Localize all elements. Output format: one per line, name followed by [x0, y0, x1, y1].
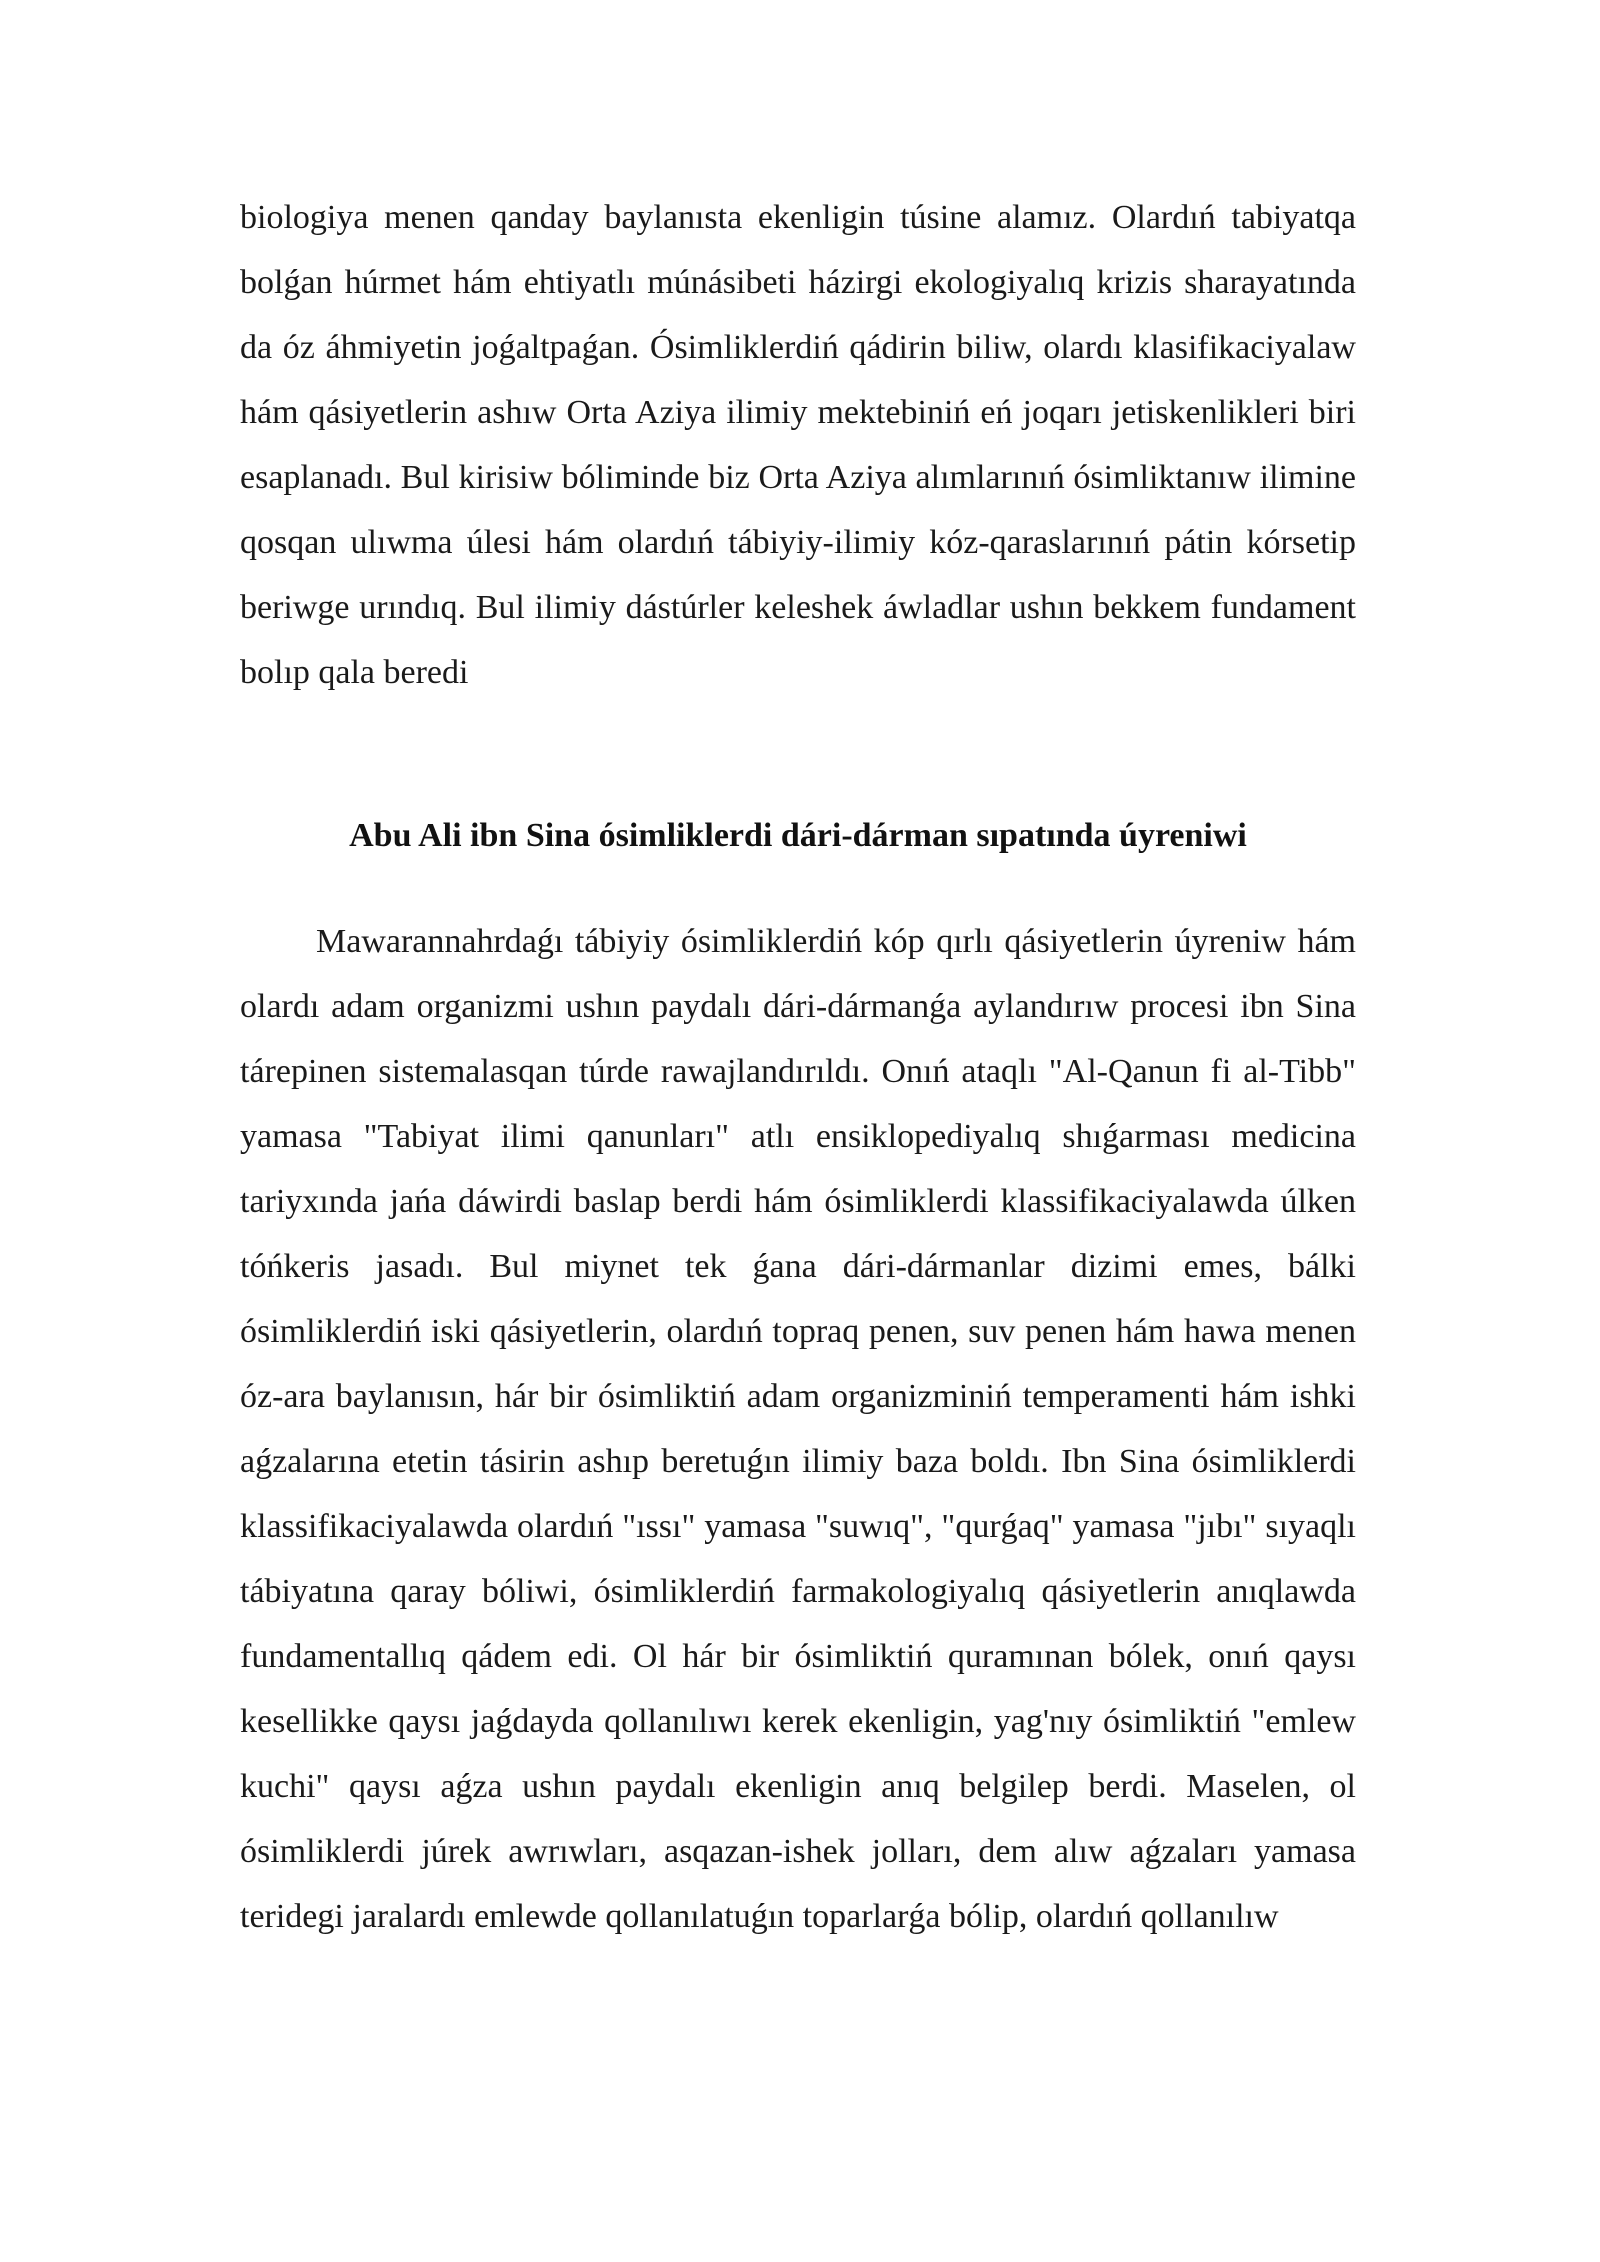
- body-paragraph: Mawarannahrdaǵı tábiyiy ósimliklerdiń kóp qırlı qásiyetlerin úyreniw hám olardı adam organizmi ushın paydalı dári-dármanǵa aylandırıw procesi ibn Sina tárepinen sistemalasqan túrde rawajlandırıldı. Onıń ataqlı "Al-Qanun fi al-Tibb" yamasa "Tabiyat ilimi qanunları" atlı ensiklopediyalıq shıǵarması medicina tariyxında jańa dáwirdi baslap berdi hám ósimliklerdi klassifikaciyalawda úlken tóńkeris jasadı. Bul miynet tek ǵana dári-dármanlar dizimi emes, bálki ósimliklerdiń iski qásiyetlerin, olardıń topraq penen, suv penen hám hawa menen óz-ara baylanısın, hár bir ósimliktiń adam organizminiń temperamenti hám ishki aǵzalarına etetin tásirin ashıp beretuǵın ilimiy baza boldı. Ibn Sina ósimliklerdi klassifikaciyalawda olardıń "ıssı" yamasa "suwıq", "qurǵaq" yamasa "jıbı" sıyaqlı tábiyatına qaray bóliwi, ósimliklerdiń farmakologiyalıq qásiyetlerin anıqlawda fundamentallıq qádem edi. Ol hár bir ósimliktiń quramınan bólek, onıń qaysı kesellikke qaysı jaǵdayda qollanılıwı kerek ekenligin, yag'nıy ósimliktiń "emlew kuchi" qaysı aǵza ushın paydalı ekenligin anıq belgilep berdi. Maselen, ol ósimliklerdi júrek awrıwları, asqazan-ishek jolları, dem alıw aǵzaları yamasa teridegi jaralardı emlewde qollanılatuǵın toparlarǵa bólip, olardıń qollanılıw: [240, 923, 1356, 1935]
- intro-paragraph: biologiya menen qanday baylanısta ekenligin túsine alamız. Olardıń tabiyatqa bolǵan húrmet hám ehtiyatlı múnásibeti házirgi ekologiyalıq krizis sharayatında da óz áhmiyetin joǵaltpaǵan. Ósimliklerdiń qádirin biliw, olardı klasifikaciyalaw hám qásiyetlerin ashıw Orta Aziya ilimiy mektebiniń eń joqarı jetiskenlikleri biri esaplanadı. Bul kirisiw bóliminde biz Orta Aziya alımlarınıń ósimliktanıw ilimine qosqan ulıwma úlesi hám olardıń tábiyiy-ilimiy kóz-qaraslarınıń pátin kórsetip beriwge urındıq. Bul ilimiy dástúrler keleshek áwladlar ushın bekkem fundament bolıp qala beredi: [240, 199, 1356, 691]
- section-heading: Abu Ali ibn Sina ósimliklerdi dári-dárman sıpatında úyreniwi: [349, 817, 1247, 854]
